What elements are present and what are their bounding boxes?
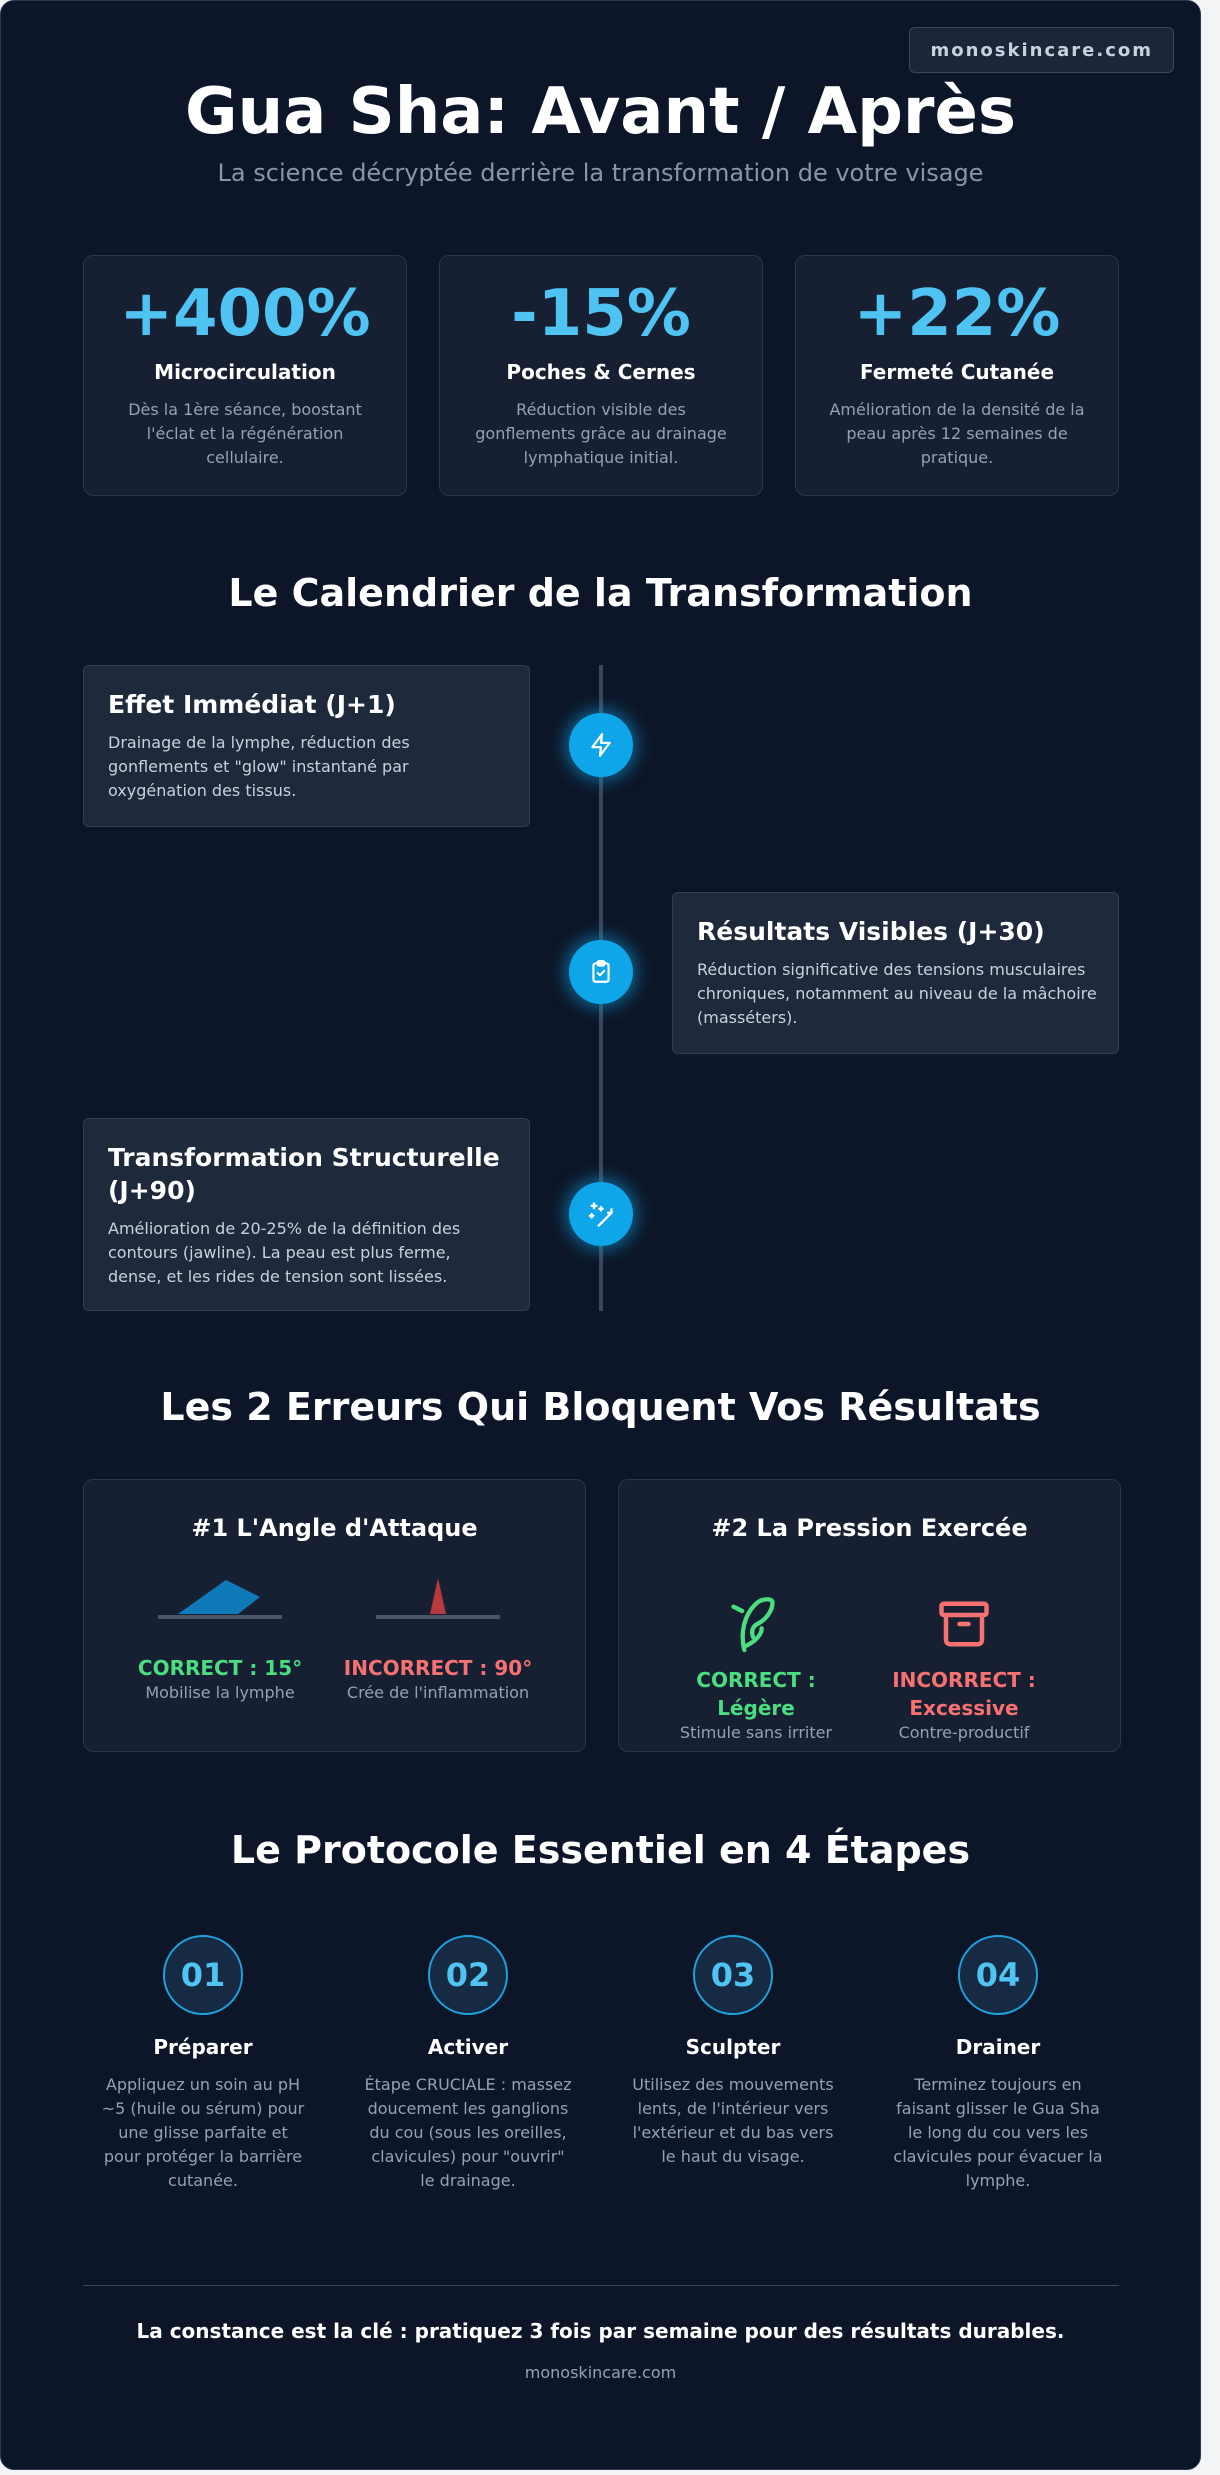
stat-description: Amélioration de la densité de la peau après 12 semaines de pratique. — [829, 400, 1085, 467]
step-number: 02 — [428, 1935, 508, 2015]
timeline-card-j30 — [672, 892, 1119, 1054]
error-card-title: #1 L'Angle d'Attaque — [191, 1514, 478, 1542]
timeline-card-title: Transformation Structurelle (J+90) — [108, 1143, 500, 1205]
timeline-card-title: Résultats Visibles (J+30) — [697, 917, 1045, 946]
step-sculpter — [628, 1935, 838, 2169]
correct-angle-illustration — [158, 1578, 282, 1620]
stat-value: +400% — [119, 277, 371, 351]
stat-label: Fermeté Cutanée — [859, 360, 1055, 384]
step-title: Sculpter — [685, 2035, 781, 2059]
stat-card-poches-cernes — [439, 255, 763, 496]
stat-card-microcirculation — [83, 255, 407, 496]
stat-label: Poches & Cernes — [506, 360, 696, 384]
footer-divider — [83, 2285, 1119, 2286]
correct-note: Stimule sans irriter — [679, 1723, 833, 1742]
errors-title: Les 2 Erreurs Qui Bloquent Vos Résultats — [160, 1385, 1041, 1429]
step-text: Étape CRUCIALE : massez doucement les ganglions du cou (sous les oreilles, clavicules) pour "ouvrir" le drainage. — [364, 2075, 572, 2190]
stat-card-fermete — [795, 255, 1119, 496]
step-text: Terminez toujours en faisant glisser le Gua Sha le long du cou vers les clavicules pour évacuer la lymphe. — [893, 2075, 1103, 2190]
step-title: Drainer — [955, 2035, 1041, 2059]
lightning-icon — [588, 732, 614, 758]
stat-value: -15% — [511, 277, 691, 351]
error-card-angle — [83, 1479, 586, 1752]
correct-note: Mobilise la lymphe — [145, 1683, 295, 1702]
incorrect-note: Crée de l'inflammation — [346, 1683, 530, 1702]
protocol-title: Le Protocole Essentiel en 4 Étapes — [230, 1828, 971, 1872]
archive-box-icon — [936, 1597, 992, 1651]
footer-site-link[interactable]: monoskincare.com — [524, 2363, 677, 2382]
timeline-dot-j90 — [569, 1182, 633, 1246]
timeline-card-text: Amélioration de 20-25% de la définition des contours (jawline). La peau est plus ferme, dense, et les rides de tension sont lissées. — [108, 1219, 461, 1286]
footer-tagline: La constance est la clé : pratiquez 3 fois par semaine pour des résultats durables. — [136, 2319, 1065, 2343]
error-card-pressure — [618, 1479, 1121, 1752]
step-text: Utilisez des mouvements lents, de l'intérieur vers l'extérieur et du bas vers le haut du visage. — [632, 2075, 834, 2166]
timeline-card-text: Drainage de la lymphe, réduction des gonflements et "glow" instantané par oxygénation des tissus. — [108, 733, 410, 800]
error-card-title: #2 La Pression Exercée — [711, 1514, 1028, 1542]
step-text: Appliquez un soin au pH ~5 (huile ou sérum) pour une glisse parfaite et pour protéger la barrière cutanée. — [101, 2075, 305, 2190]
page-title: Gua Sha: Avant / Après — [185, 75, 1016, 149]
correct-angle-item — [105, 1654, 335, 1704]
timeline-card-text: Réduction significative des tensions musculaires chroniques, notamment au niveau de la mâchoire (masséters). — [697, 960, 1097, 1027]
step-number: 01 — [163, 1935, 243, 2015]
incorrect-label: INCORRECT : 90° — [343, 1656, 533, 1680]
timeline-card-j1 — [83, 665, 530, 827]
step-title: Préparer — [153, 2035, 253, 2059]
timeline-card-j90 — [83, 1118, 530, 1311]
incorrect-note: Contre-productif — [898, 1723, 1030, 1742]
site-badge[interactable]: monoskincare.com — [909, 27, 1174, 73]
timeline-dot-j1 — [569, 713, 633, 777]
incorrect-angle-illustration — [376, 1578, 500, 1620]
step-title: Activer — [427, 2035, 509, 2059]
timeline-dot-j30 — [569, 940, 633, 1004]
timeline-card-title: Effet Immédiat (J+1) — [108, 690, 396, 719]
clipboard-check-icon — [588, 959, 614, 985]
stat-description: Réduction visible des gonflements grâce au drainage lymphatique initial. — [475, 400, 727, 467]
correct-label: CORRECT : Légère — [696, 1668, 816, 1720]
incorrect-label: INCORRECT : Excessive — [892, 1668, 1036, 1720]
step-number: 04 — [958, 1935, 1038, 2015]
stat-label: Microcirculation — [154, 360, 336, 384]
magic-wand-icon — [587, 1200, 615, 1228]
page-subtitle: La science décryptée derrière la transformation de votre visage — [217, 159, 984, 187]
step-preparer — [98, 1935, 308, 2193]
stat-description: Dès la 1ère séance, boostant l'éclat et la régénération cellulaire. — [128, 400, 362, 467]
incorrect-pressure-item — [849, 1666, 1079, 1744]
correct-label: CORRECT : 15° — [137, 1656, 303, 1680]
stats-row — [83, 255, 1119, 496]
step-number: 03 — [693, 1935, 773, 2015]
step-activer — [363, 1935, 573, 2193]
correct-pressure-item — [641, 1666, 871, 1744]
step-drainer — [893, 1935, 1103, 2193]
timeline-title: Le Calendrier de la Transformation — [228, 571, 973, 615]
feather-icon — [727, 1593, 779, 1655]
stat-value: +22% — [853, 277, 1061, 351]
incorrect-angle-item — [323, 1654, 553, 1704]
